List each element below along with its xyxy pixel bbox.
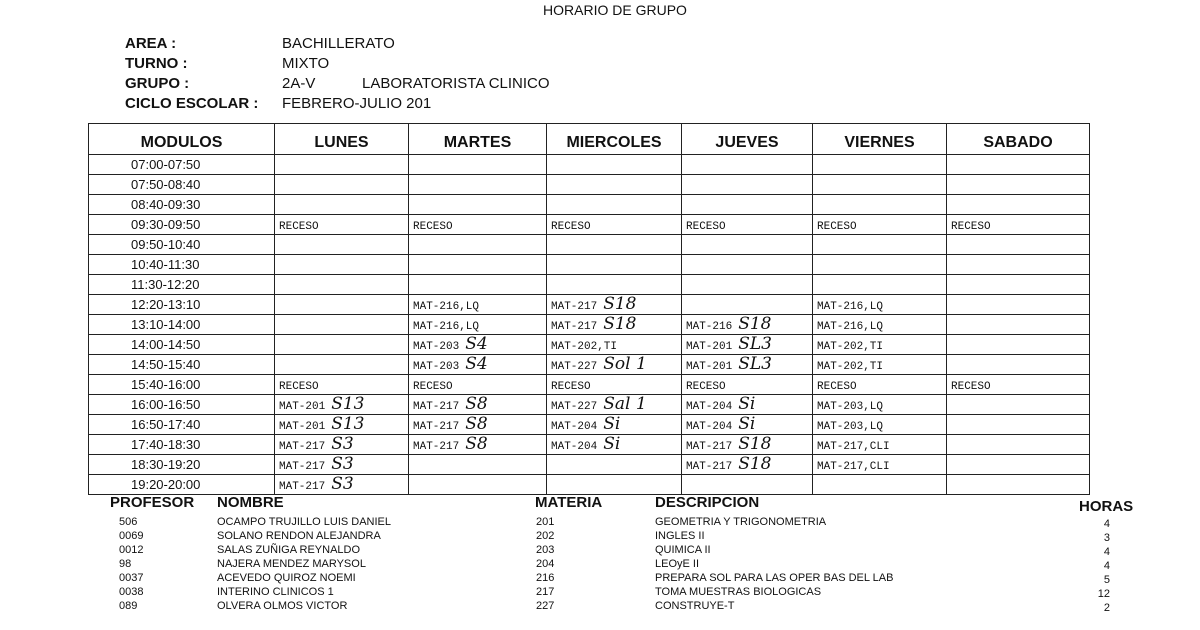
handwritten-room: S13 (331, 414, 365, 434)
schedule-cell (547, 415, 682, 435)
schedule-cell (547, 295, 682, 315)
schedule-cell (682, 155, 813, 175)
nombre-column (217, 515, 391, 613)
schedule-cell (682, 435, 813, 455)
ciclo-label: CICLO ESCOLAR : (125, 95, 259, 112)
profesor-entry: 506 (119, 516, 138, 528)
document-title: HORARIO DE GRUPO (543, 2, 687, 18)
schedule-cell (813, 295, 947, 315)
module-time: 14:00-14:50 (89, 335, 275, 355)
subject-code: RECESO (551, 221, 591, 233)
schedule-cell (275, 455, 409, 475)
subject-code: RECESO (279, 221, 319, 233)
schedule-body (89, 155, 1090, 495)
subject-code: RECESO (551, 381, 591, 393)
materia-column (536, 515, 554, 613)
schedule-cell (275, 315, 409, 335)
schedule-cell (813, 375, 947, 395)
subject-code: MAT-202,TI (551, 341, 618, 353)
subject-code: MAT-217 (279, 441, 326, 453)
materia-entry: 217 (536, 586, 555, 598)
schedule-cell (682, 455, 813, 475)
handwritten-room: S8 (465, 434, 488, 454)
nombre-entry: SOLANO RENDON ALEJANDRA (217, 530, 381, 542)
schedule-cell (547, 475, 682, 495)
schedule-cell (547, 275, 682, 295)
horas-header: HORAS (1079, 498, 1134, 515)
schedule-cell (682, 375, 813, 395)
header-day: LUNES (275, 124, 409, 155)
schedule-cell (275, 295, 409, 315)
descripcion-entry: LEOyE II (655, 558, 700, 570)
ciclo-value: FEBRERO-JULIO 201 (282, 95, 432, 112)
materia-entry: 216 (536, 572, 555, 584)
schedule-cell (947, 195, 1090, 215)
schedule-table (88, 123, 1090, 495)
subject-code: MAT-217,CLI (817, 441, 890, 453)
schedule-header-row (89, 124, 1090, 155)
module-time: 16:50-17:40 (89, 415, 275, 435)
nombre-entry: NAJERA MENDEZ MARYSOL (217, 558, 366, 570)
schedule-cell (682, 395, 813, 415)
schedule-cell (947, 375, 1090, 395)
schedule-cell (813, 275, 947, 295)
schedule-cell (409, 235, 547, 255)
handwritten-room: Sal 1 (603, 394, 647, 414)
materia-entry: 201 (536, 516, 555, 528)
schedule-cell (813, 215, 947, 235)
subject-code: MAT-227 (551, 361, 598, 373)
schedule-row (89, 335, 1090, 355)
schedule-cell (409, 215, 547, 235)
subject-code: MAT-216,LQ (817, 301, 884, 313)
schedule-cell (547, 455, 682, 475)
schedule-cell (947, 275, 1090, 295)
header-modulos: MODULOS (89, 124, 275, 155)
schedule-cell (547, 315, 682, 335)
schedule-cell (813, 155, 947, 175)
handwritten-room: S13 (331, 394, 365, 414)
header-day: JUEVES (682, 124, 813, 155)
handwritten-room: S3 (331, 434, 354, 454)
schedule-cell (409, 255, 547, 275)
schedule-cell (682, 475, 813, 495)
descripcion-entry: PREPARA SOL PARA LAS OPER BAS DEL LAB (655, 572, 894, 584)
horas-entry: 4 (1103, 546, 1110, 558)
schedule-cell (275, 175, 409, 195)
subject-code: MAT-201 (279, 421, 326, 433)
schedule-cell (409, 155, 547, 175)
schedule-cell (275, 155, 409, 175)
subject-code: MAT-202,TI (817, 341, 884, 353)
header-day: MIERCOLES (547, 124, 682, 155)
subject-code: RECESO (817, 221, 857, 233)
schedule-cell (547, 195, 682, 215)
schedule-cell (947, 335, 1090, 355)
schedule-cell (947, 255, 1090, 275)
handwritten-room: S3 (331, 474, 354, 494)
turno-value: MIXTO (282, 55, 330, 72)
schedule-cell (275, 335, 409, 355)
descripcion-entry: CONSTRUYE-T (655, 600, 735, 612)
subject-code: MAT-217 (279, 461, 326, 473)
schedule-cell (409, 455, 547, 475)
schedule-cell (947, 155, 1090, 175)
horas-entry: 2 (1103, 602, 1110, 614)
horas-column (1080, 517, 1110, 615)
schedule-cell (947, 215, 1090, 235)
schedule-cell (547, 355, 682, 375)
schedule-row (89, 355, 1090, 375)
profesor-entry: 0012 (119, 544, 144, 556)
schedule-cell (947, 395, 1090, 415)
schedule-cell (813, 195, 947, 215)
subject-code: MAT-217 (413, 441, 460, 453)
schedule-cell (547, 235, 682, 255)
horas-entry: 3 (1103, 532, 1110, 544)
schedule-cell (409, 375, 547, 395)
schedule-cell (947, 475, 1090, 495)
schedule-cell (547, 375, 682, 395)
schedule-cell (813, 415, 947, 435)
schedule-cell (813, 455, 947, 475)
materia-entry: 202 (536, 530, 555, 542)
module-time: 13:10-14:00 (89, 315, 275, 335)
horas-entry: 12 (1097, 588, 1110, 600)
schedule-row (89, 475, 1090, 495)
module-time: 09:50-10:40 (89, 235, 275, 255)
horas-entry: 4 (1103, 560, 1110, 572)
schedule-cell (275, 375, 409, 395)
handwritten-room: S18 (603, 294, 637, 314)
materia-entry: 227 (536, 600, 555, 612)
header-day: MARTES (409, 124, 547, 155)
subject-code: MAT-227 (551, 401, 598, 413)
schedule-cell (409, 295, 547, 315)
schedule-cell (409, 395, 547, 415)
schedule-cell (682, 295, 813, 315)
schedule-row (89, 455, 1090, 475)
subject-code: MAT-217 (686, 461, 733, 473)
schedule-cell (682, 195, 813, 215)
subject-code: MAT-216,LQ (413, 321, 480, 333)
module-time: 09:30-09:50 (89, 215, 275, 235)
handwritten-room: SL3 (738, 334, 772, 354)
header-day: VIERNES (813, 124, 947, 155)
schedule-cell (682, 175, 813, 195)
schedule-row (89, 415, 1090, 435)
materia-header: MATERIA (535, 494, 603, 511)
schedule-cell (409, 195, 547, 215)
subject-code: MAT-217 (413, 401, 460, 413)
module-time: 18:30-19:20 (89, 455, 275, 475)
materia-entry: 204 (536, 558, 555, 570)
schedule-cell (947, 435, 1090, 455)
schedule-cell (813, 235, 947, 255)
profesor-entry: 0037 (119, 572, 144, 584)
schedule-cell (547, 255, 682, 275)
handwritten-room: S8 (465, 414, 488, 434)
module-time: 07:50-08:40 (89, 175, 275, 195)
handwritten-room: S18 (603, 314, 637, 334)
schedule-cell (275, 475, 409, 495)
handwritten-room: Si (603, 434, 621, 454)
schedule-cell (275, 255, 409, 275)
subject-code: MAT-217 (551, 301, 598, 313)
schedule-cell (682, 275, 813, 295)
subject-code: RECESO (279, 381, 319, 393)
materia-entry: 203 (536, 544, 555, 556)
schedule-cell (682, 235, 813, 255)
profesor-entry: 089 (119, 600, 138, 612)
schedule-cell (682, 215, 813, 235)
schedule-cell (682, 315, 813, 335)
schedule-cell (409, 275, 547, 295)
subject-code: RECESO (951, 221, 991, 233)
subject-code: RECESO (413, 381, 453, 393)
schedule-row (89, 155, 1090, 175)
module-time: 12:20-13:10 (89, 295, 275, 315)
nombre-entry: ACEVEDO QUIROZ NOEMI (217, 572, 356, 584)
nombre-entry: SALAS ZUÑIGA REYNALDO (217, 544, 361, 556)
subject-code: RECESO (686, 381, 726, 393)
subject-code: MAT-204 (551, 421, 598, 433)
carrera-value: LABORATORISTA CLINICO (362, 75, 550, 92)
schedule-cell (409, 415, 547, 435)
subject-code: MAT-217 (279, 481, 326, 493)
schedule-row (89, 315, 1090, 335)
handwritten-room: Sol 1 (603, 354, 647, 374)
profesor-entry: 0038 (119, 586, 144, 598)
handwritten-room: SL3 (738, 354, 772, 374)
subject-code: MAT-217 (551, 321, 598, 333)
grupo-value: 2A-V (282, 75, 316, 92)
subject-code: MAT-204 (686, 401, 733, 413)
module-time: 07:00-07:50 (89, 155, 275, 175)
subject-code: MAT-203,LQ (817, 421, 884, 433)
header-day: SABADO (947, 124, 1090, 155)
schedule-row (89, 435, 1090, 455)
nombre-header: NOMBRE (217, 494, 284, 511)
schedule-cell (275, 435, 409, 455)
descripcion-entry: INGLES II (655, 530, 705, 542)
schedule-cell (409, 435, 547, 455)
module-time: 10:40-11:30 (89, 255, 275, 275)
module-time: 08:40-09:30 (89, 195, 275, 215)
subject-code: MAT-216,LQ (817, 321, 884, 333)
subject-code: MAT-201 (279, 401, 326, 413)
schedule-row (89, 255, 1090, 275)
subject-code: MAT-217 (686, 441, 733, 453)
descripcion-column (655, 515, 893, 613)
profesor-column (119, 515, 143, 613)
descripcion-header: DESCRIPCION (655, 494, 760, 511)
schedule-cell (813, 255, 947, 275)
schedule-cell (682, 255, 813, 275)
handwritten-room: S18 (738, 454, 772, 474)
schedule-cell (547, 335, 682, 355)
area-label: AREA : (125, 35, 177, 52)
handwritten-room: Si (738, 394, 756, 414)
subject-code: RECESO (413, 221, 453, 233)
schedule-cell (275, 195, 409, 215)
module-time: 19:20-20:00 (89, 475, 275, 495)
schedule-cell (409, 355, 547, 375)
handwritten-room: Si (738, 414, 756, 434)
handwritten-room: S18 (738, 434, 772, 454)
nombre-entry: OCAMPO TRUJILLO LUIS DANIEL (217, 516, 392, 528)
schedule-cell (813, 435, 947, 455)
schedule-cell (682, 335, 813, 355)
subject-code: MAT-216 (686, 321, 733, 333)
schedule-row (89, 195, 1090, 215)
descripcion-entry: TOMA MUESTRAS BIOLOGICAS (655, 586, 822, 598)
area-value: BACHILLERATO (282, 35, 395, 52)
descripcion-entry: QUIMICA II (655, 544, 711, 556)
schedule-cell (275, 355, 409, 375)
schedule-cell (813, 355, 947, 375)
schedule-cell (275, 275, 409, 295)
subject-code: RECESO (951, 381, 991, 393)
schedule-cell (547, 435, 682, 455)
schedule-cell (547, 215, 682, 235)
schedule-cell (547, 155, 682, 175)
schedule-cell (813, 175, 947, 195)
schedule-cell (947, 235, 1090, 255)
subject-code: MAT-202,TI (817, 361, 884, 373)
subject-code: MAT-204 (686, 421, 733, 433)
module-time: 17:40-18:30 (89, 435, 275, 455)
schedule-cell (947, 415, 1090, 435)
schedule-cell (813, 315, 947, 335)
handwritten-room: Si (603, 414, 621, 434)
schedule-row (89, 215, 1090, 235)
schedule-cell (682, 415, 813, 435)
module-time: 14:50-15:40 (89, 355, 275, 375)
schedule-row (89, 295, 1090, 315)
subject-code: MAT-203 (413, 341, 460, 353)
schedule-cell (409, 175, 547, 195)
handwritten-room: S8 (465, 394, 488, 414)
subject-code: MAT-217,CLI (817, 461, 890, 473)
schedule-row (89, 175, 1090, 195)
schedule-cell (409, 315, 547, 335)
schedule-cell (947, 315, 1090, 335)
subject-code: MAT-201 (686, 361, 733, 373)
schedule-cell (409, 475, 547, 495)
grupo-label: GRUPO : (125, 75, 190, 92)
schedule-cell (947, 355, 1090, 375)
handwritten-room: S4 (465, 334, 488, 354)
subject-code: MAT-216,LQ (413, 301, 480, 313)
profesor-header: PROFESOR (110, 494, 195, 511)
schedule-cell (813, 395, 947, 415)
subject-code: MAT-217 (413, 421, 460, 433)
horas-entry: 5 (1103, 574, 1110, 586)
subject-code: RECESO (686, 221, 726, 233)
subject-code: MAT-203 (413, 361, 460, 373)
descripcion-entry: GEOMETRIA Y TRIGONOMETRIA (655, 516, 827, 528)
horas-entry: 4 (1103, 518, 1110, 530)
subject-code: RECESO (817, 381, 857, 393)
profesor-entry: 0069 (119, 530, 144, 542)
nombre-entry: OLVERA OLMOS VICTOR (217, 600, 348, 612)
subject-code: MAT-203,LQ (817, 401, 884, 413)
schedule-row (89, 375, 1090, 395)
schedule-cell (275, 235, 409, 255)
schedule-row (89, 275, 1090, 295)
schedule-cell (275, 415, 409, 435)
schedule-row (89, 395, 1090, 415)
schedule-cell (947, 455, 1090, 475)
schedule-cell (275, 215, 409, 235)
schedule-cell (947, 175, 1090, 195)
schedule-cell (947, 295, 1090, 315)
schedule-cell (813, 475, 947, 495)
handwritten-room: S3 (331, 454, 354, 474)
module-time: 11:30-12:20 (89, 275, 275, 295)
module-time: 16:00-16:50 (89, 395, 275, 415)
schedule-cell (813, 335, 947, 355)
handwritten-room: S4 (465, 354, 488, 374)
subject-code: MAT-204 (551, 441, 598, 453)
profesor-entry: 98 (119, 558, 132, 570)
schedule-row (89, 235, 1090, 255)
schedule-cell (547, 175, 682, 195)
nombre-entry: INTERINO CLINICOS 1 (217, 586, 334, 598)
schedule-cell (409, 335, 547, 355)
schedule-cell (275, 395, 409, 415)
handwritten-room: S18 (738, 314, 772, 334)
subject-code: MAT-201 (686, 341, 733, 353)
module-time: 15:40-16:00 (89, 375, 275, 395)
schedule-cell (682, 355, 813, 375)
schedule-cell (547, 395, 682, 415)
turno-label: TURNO : (125, 55, 188, 72)
